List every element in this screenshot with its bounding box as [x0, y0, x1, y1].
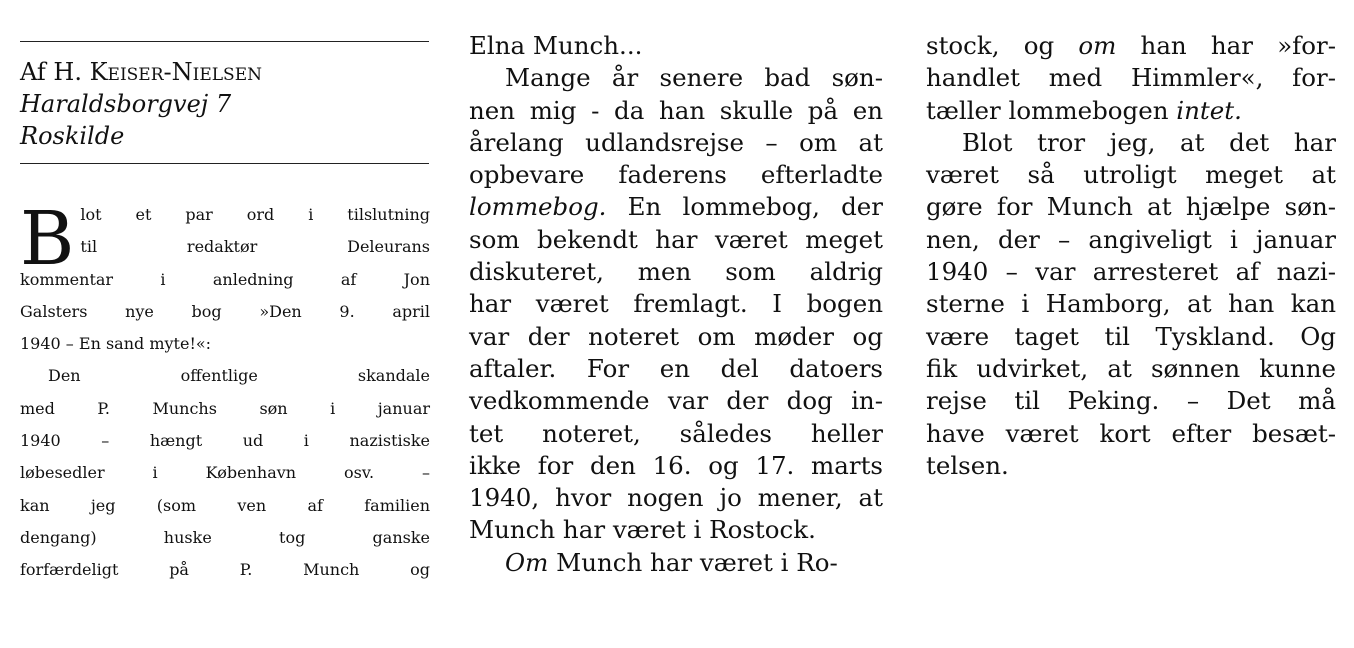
text-line: opbevare faderens efterladte: [469, 160, 883, 190]
text-line: handlet med Himmler«, for-: [926, 63, 1336, 93]
text-line: har været fremlagt. I bogen: [469, 289, 883, 319]
text-line: fik udvirket, at sønnen kunne: [926, 353, 1336, 383]
text-line: lot et par ord i tilslutning: [80, 205, 430, 224]
byline-prefix: Af H.: [20, 58, 90, 86]
text-line: være taget til Tyskland. Og: [926, 321, 1336, 351]
text-line: dengang) huske tog ganske: [20, 527, 430, 547]
text-fragment: tæller lommebogen: [926, 95, 1177, 125]
text-line: Den offentlige skandale: [48, 366, 430, 386]
text-line: Galsters nye bog »Den 9. april: [20, 301, 430, 321]
text-line: gøre for Munch at hjælpe søn-: [926, 192, 1336, 222]
text-line: kan jeg (som ven af familien: [20, 495, 430, 515]
text-line: ikke for den 16. og 17. marts: [469, 450, 883, 480]
text-line: som bekendt har været meget: [469, 224, 883, 254]
text-fragment: stock, og: [926, 31, 1079, 60]
text-line: Blot tror jeg, at det har: [962, 127, 1336, 157]
text-line: rejse til Peking. – Det må: [926, 386, 1336, 416]
text-line: forfærdeligt på P. Munch og: [20, 560, 430, 580]
italic-word: lommebog.: [469, 192, 607, 222]
text-line: Elna Munch...: [469, 31, 643, 60]
text-line: [926, 95, 1336, 127]
byline: [20, 56, 262, 152]
text-line: 1940 – hængt ud i nazistiske: [20, 431, 430, 451]
text-line: 1940 – En sand myte!«:: [20, 334, 212, 354]
text-line: diskuteret, men som aldrig: [469, 257, 883, 287]
text-fragment: han har »for-: [1116, 31, 1336, 60]
text-line: Mange år senere bad søn-: [505, 63, 883, 93]
text-line: nen mig - da han skulle på en: [469, 95, 883, 125]
text-fragment: En lommebog, der: [606, 192, 883, 222]
author-city: Roskilde: [20, 122, 125, 150]
text-line: [926, 30, 1336, 62]
italic-word: Om: [505, 547, 549, 577]
column-1: [20, 196, 430, 593]
text-line: var der noteret om møder og: [469, 321, 883, 351]
text-line: sterne i Hamborg, at han kan: [926, 289, 1336, 319]
text-line: årelang udlandsrejse – om at: [469, 127, 883, 157]
text-line: aftaler. For en del datoers: [469, 353, 883, 383]
text-line: [469, 547, 883, 579]
column-3: [926, 30, 1336, 482]
text-line: 1940 – var arresteret af nazi-: [926, 257, 1336, 287]
text-line: kommentar i anledning af Jon: [20, 269, 430, 289]
text-line: løbesedler i København osv. –: [20, 463, 430, 483]
drop-cap: B: [20, 196, 75, 282]
author-name: Keiser-Nielsen: [89, 58, 262, 86]
column-2: [469, 30, 883, 579]
italic-word: om: [1078, 31, 1117, 60]
text-line: tet noteret, således heller: [469, 418, 883, 448]
top-rule: [20, 41, 429, 42]
text-line: telsen.: [926, 450, 1009, 480]
bottom-rule: [20, 163, 429, 164]
text-line: været så utroligt meget at: [926, 160, 1336, 190]
text-line: 1940, hvor nogen jo mener, at: [469, 483, 883, 513]
text-line: vedkommende var der dog in-: [469, 386, 883, 416]
italic-word: intet.: [1176, 95, 1242, 125]
text-line: Munch har været i Rostock.: [469, 515, 816, 545]
text-line: nen, der – angiveligt i januar: [926, 224, 1336, 254]
text-line: til redaktør Deleurans: [80, 237, 430, 257]
text-line: med P. Munchs søn i januar: [20, 398, 430, 418]
text-line: have været kort efter besæt-: [926, 418, 1336, 448]
text-fragment: Munch har været i Ro-: [548, 547, 838, 577]
author-street: Haraldsborgvej 7: [20, 90, 232, 118]
text-line: [469, 191, 883, 223]
